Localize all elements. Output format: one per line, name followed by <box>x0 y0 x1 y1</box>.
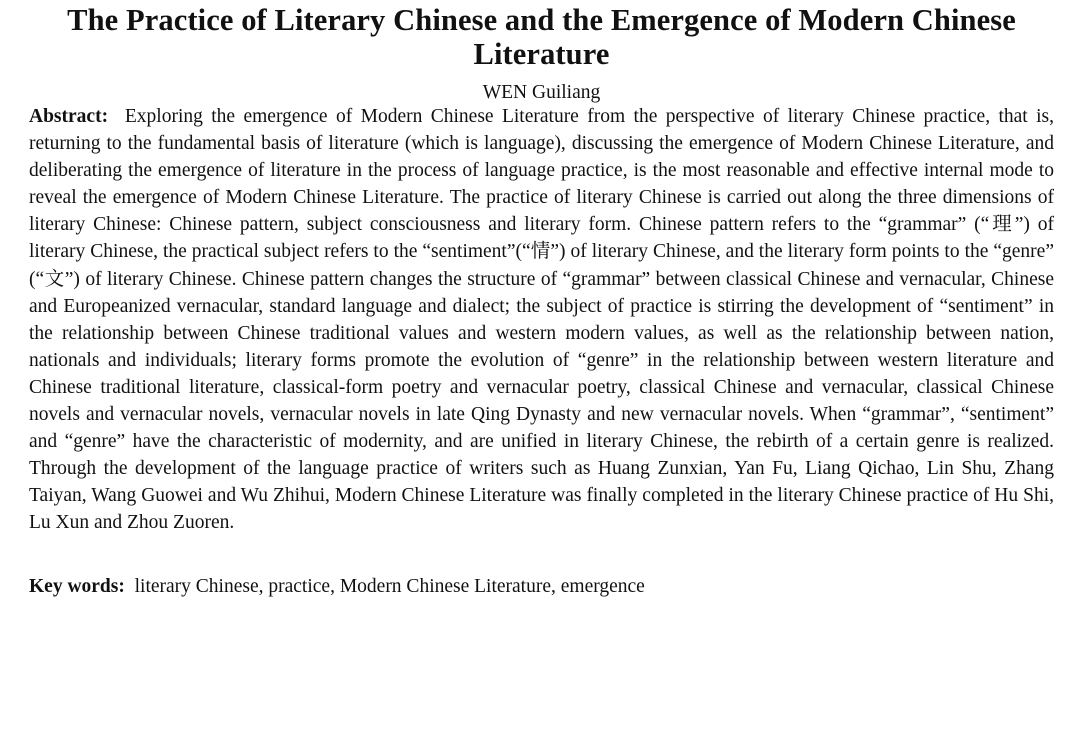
keywords-label: Key words: <box>29 575 125 597</box>
paper-title: The Practice of Literary Chinese and the Emergence of Modern Chinese Literature <box>67 3 1016 71</box>
keywords-text: literary Chinese, practice, Modern Chinese Literature, emergence <box>134 575 645 597</box>
abstract-text: Exploring the emergence of Modern Chinese Literature from the perspective of literary Chinese practice, that is, returning to the fundamental basis of literature (which is language), discussing the emergence of Modern Chinese Literature, and deliberating the emergence of literature in the process of language practice, is the most reasonable and effective internal mode to reveal the emergence of Modern Chinese Literature. The practice of literary Chinese is carried out along the three dimensions of literary Chinese: Chinese pattern, subject consciousness and literary form. Chinese pattern refers to the “grammar” (“理”) of literary Chinese, the practical subject refers to the “sentiment”(“情”) of literary Chinese, and the literary form points to the “genre” (“文”) of literary Chinese. Chinese pattern changes the structure of “grammar” between classical Chinese and vernacular, Chinese and Europeanized vernacular, standard language and dialect; the subject of practice is stirring the development of “sentiment” in the relationship between Chinese traditional values and western modern values, as well as the relationship between nation, nationals and individuals; literary forms promote the evolution of “genre” in the relationship between western literature and Chinese traditional literature, classical-form poetry and vernacular poetry, classical Chinese and vernacular, classical Chinese novels and vernacular novels, vernacular novels in late Qing Dynasty and new vernacular novels. When “grammar”, “sentiment” and “genre” have the characteristic of modernity, and are unified in literary Chinese, the rebirth of a certain genre is realized. Through the development of the language practice of writers such as Huang Zunxian, Yan Fu, Liang Qichao, Lin Shu, Zhang Taiyan, Wang Guowei and Wu Zhihui, Modern Chinese Literature was finally completed in the literary Chinese practice of Hu Shi, Lu Xun and Zhou Zuoren. <box>29 106 1055 534</box>
author-name: WEN Guiliang <box>482 82 601 103</box>
abstract-label: Abstract: <box>29 106 109 127</box>
abstract-paragraph <box>29 103 1054 537</box>
keywords-line <box>29 573 1054 600</box>
